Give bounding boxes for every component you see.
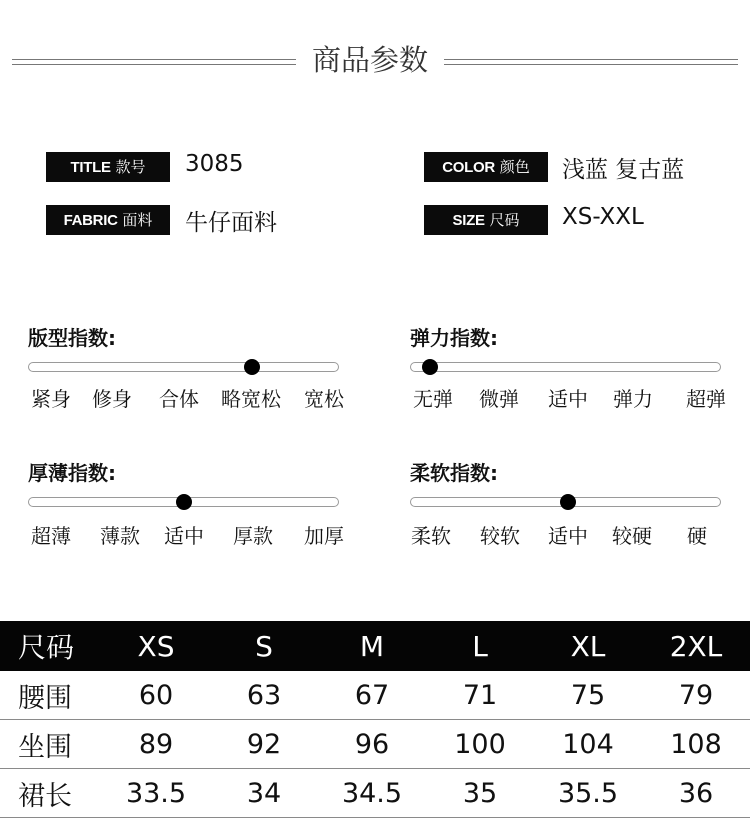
fabric-tag <box>46 205 170 235</box>
size-tag-cn: 尺码 <box>489 211 520 229</box>
table-cell: 71 <box>426 671 534 720</box>
size-table-header-cell: 尺码 <box>0 621 102 671</box>
size-value: XS-XXL <box>562 204 644 230</box>
table-cell: 79 <box>642 671 750 720</box>
fit-index-label: 略宽松 <box>221 387 281 411</box>
fabric-tag-cn: 面料 <box>122 211 153 229</box>
table-cell: 67 <box>318 671 426 720</box>
table-cell: 63 <box>210 671 318 720</box>
table-cell: 108 <box>642 720 750 769</box>
stretch-index-label: 超弹 <box>686 387 726 411</box>
fit-index-marker <box>244 359 260 375</box>
size-table-header-cell: L <box>426 621 534 671</box>
color-tag <box>424 152 548 182</box>
size-table-header-cell: 2XL <box>642 621 750 671</box>
title-tag-cn: 款号 <box>115 158 146 176</box>
fit-index-label: 紧身 <box>31 387 71 411</box>
title-tag <box>46 152 170 182</box>
fit-index-label: 宽松 <box>304 387 344 411</box>
header-divider-right <box>444 59 738 65</box>
thickness-index-label: 适中 <box>164 524 204 548</box>
softness-index-label: 较软 <box>480 524 520 548</box>
table-cell: 腰围 <box>0 671 102 720</box>
size-table-header-cell: XL <box>534 621 642 671</box>
size-table-header-cell: S <box>210 621 318 671</box>
thickness-index-marker <box>176 494 192 510</box>
softness-index-title: 柔软指数: <box>410 461 498 485</box>
table-cell: 36 <box>642 769 750 818</box>
size-table-header-cell: XS <box>102 621 210 671</box>
table-cell: 100 <box>426 720 534 769</box>
table-cell: 60 <box>102 671 210 720</box>
fit-index-track <box>28 362 339 372</box>
table-cell: 坐围 <box>0 720 102 769</box>
softness-index-label: 适中 <box>548 524 588 548</box>
stretch-index-title: 弹力指数: <box>410 326 498 350</box>
table-row-length <box>0 769 750 818</box>
fit-index-label: 合体 <box>159 387 199 411</box>
softness-index-marker <box>560 494 576 510</box>
header-divider-left <box>12 59 296 65</box>
size-table-header-cell: M <box>318 621 426 671</box>
page-title: 商品参数 <box>311 43 428 77</box>
color-value: 浅蓝 复古蓝 <box>562 157 685 183</box>
stretch-index-label: 适中 <box>548 387 588 411</box>
table-cell: 104 <box>534 720 642 769</box>
table-row-hip <box>0 720 750 769</box>
table-cell: 96 <box>318 720 426 769</box>
stretch-index-label: 微弹 <box>479 387 519 411</box>
softness-index-label: 较硬 <box>612 524 652 548</box>
table-cell: 35.5 <box>534 769 642 818</box>
thickness-index-label: 加厚 <box>304 524 344 548</box>
table-cell: 34 <box>210 769 318 818</box>
size-table <box>0 621 750 818</box>
title-value: 3085 <box>185 151 244 177</box>
table-cell: 34.5 <box>318 769 426 818</box>
table-cell: 75 <box>534 671 642 720</box>
size-tag <box>424 205 548 235</box>
fabric-value: 牛仔面料 <box>185 210 277 236</box>
title-tag-en: TITLE <box>70 159 111 176</box>
softness-index-label: 硬 <box>687 524 707 548</box>
fit-index-label: 修身 <box>92 387 132 411</box>
table-cell: 92 <box>210 720 318 769</box>
table-cell: 33.5 <box>102 769 210 818</box>
stretch-index-marker <box>422 359 438 375</box>
size-tag-en: SIZE <box>452 212 485 229</box>
color-tag-cn: 颜色 <box>499 158 530 176</box>
stretch-index-track <box>410 362 721 372</box>
fabric-tag-en: FABRIC <box>63 212 118 229</box>
color-tag-en: COLOR <box>442 159 495 176</box>
size-table-header <box>0 621 750 671</box>
thickness-index-title: 厚薄指数: <box>28 461 116 485</box>
stretch-index-label: 无弹 <box>413 387 453 411</box>
table-cell: 裙长 <box>0 769 102 818</box>
table-cell: 89 <box>102 720 210 769</box>
thickness-index-label: 厚款 <box>233 524 273 548</box>
softness-index-label: 柔软 <box>411 524 451 548</box>
table-row-waist <box>0 671 750 720</box>
stretch-index-label: 弹力 <box>613 387 653 411</box>
thickness-index-label: 薄款 <box>100 524 140 548</box>
thickness-index-label: 超薄 <box>31 524 71 548</box>
fit-index-title: 版型指数: <box>28 326 116 350</box>
table-cell: 35 <box>426 769 534 818</box>
